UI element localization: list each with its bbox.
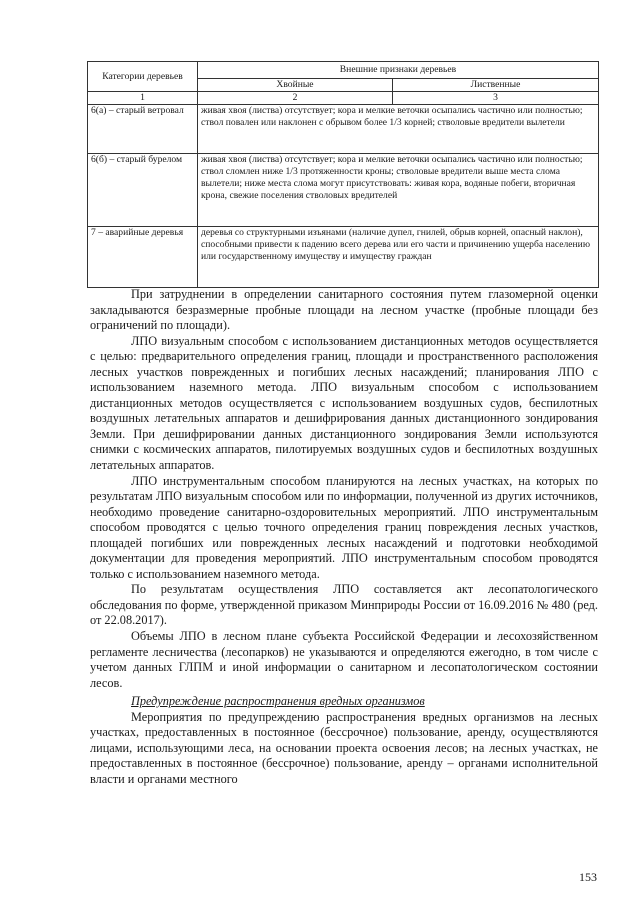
column-number: 1: [88, 92, 198, 105]
table-row: [88, 105, 599, 154]
table-row: [88, 154, 599, 227]
header-category: Категории деревьев: [88, 62, 198, 92]
section-heading: Предупреждение распространения вредных организмов: [131, 694, 425, 709]
paragraph: По результатам осуществления ЛПО составляется акт лесопатологического обследования по форме, утвержденной приказом Минприроды России от 16.09.2016 № 480 (ред. от 22.08.2017).: [90, 582, 598, 628]
row-category: 6(а) – старый ветровал: [88, 105, 198, 154]
paragraph: При затруднении в определении санитарного состояния путем глазомерной оценки закладываются безразмерные пробные площади на лесном участке (пробные площади без ограничений по площади).: [90, 287, 598, 333]
row-signs: живая хвоя (листва) отсутствует; кора и мелкие веточки осыпались частично или полностью; ствол сломлен ниже 1/3 протяженности кроны; стволовые вредители выше места слома вылетели; ниже места слома могут присутствовать: живая кора, водяные побеги, вторичная крона, свежие поселения стволовых вредителей: [198, 154, 599, 227]
paragraph: Объемы ЛПО в лесном плане субъекта Российской Федерации и лесохозяйственном регламенте лесничества (лесопарков) не указываются и определяются ежегодно, в том числе с учетом данных ГЛПМ и иной информации о санитарном и лесопатологическом состоянии лесов.: [90, 629, 598, 690]
row-signs: живая хвоя (листва) отсутствует; кора и мелкие веточки осыпались частично или полностью; ствол повален или наклонен с обрывом более 1/3 корней; стволовые вредители вылетели: [198, 105, 599, 154]
row-category: 6(б) – старый бурелом: [88, 154, 198, 227]
body-text: [90, 287, 598, 788]
tree-categories-table: [87, 61, 599, 288]
paragraph: Мероприятия по предупреждению распространения вредных организмов на лесных участках, предоставленных в постоянное (бессрочное) пользование, аренду, осуществляются лицами, использующими леса, на основании проекта освоения лесов; на лесных участках, не предоставленных в постоянное (бессрочное) пользование, аренду – органами исполнительной власти и органами местного: [90, 709, 598, 786]
header-signs: Внешние признаки деревьев: [198, 62, 599, 79]
table-column-numbers-row: [88, 92, 599, 105]
paragraph: ЛПО визуальным способом с использованием дистанционных методов осуществляется с целью: предварительного определения границ, площади и пространственного расположения лесных участков поврежденных и погибших лесных насаждений; планирования ЛПО с использованием наземного метода. ЛПО визуальным способом с использованием дистанционных методов осуществляется с использованием воздушных судов, беспилотных воздушных летательных аппаратов и дешифрирования данных дистанционного зондирования Земли. При дешифрировании данных дистанционного зондирования Земли используются снимки с космических аппаратов, пилотируемых воздушных судов и беспилотных воздушных летательных аппаратов.: [90, 333, 598, 473]
page-number: 153: [579, 870, 597, 884]
row-category: 7 – аварийные деревья: [88, 227, 198, 288]
paragraph: ЛПО инструментальным способом планируются на лесных участках, на которых по результатам ЛПО визуальным способом или по информации, полученной из других источников, необходимо проведение санитарно-оздоровительных мероприятий. ЛПО инструментальным способом проводятся с целью точного определения границ повреждения лесных участков, площадей погибших или поврежденных лесных насаждений и подготовки необходимой документации для проведения мероприятий. ЛПО инструментальным способом проводятся только с использованием наземного метода.: [90, 473, 598, 581]
header-conifers: Хвойные: [198, 79, 393, 92]
header-deciduous: Лиственные: [393, 79, 599, 92]
row-signs: деревья со структурными изъянами (наличие дупел, гнилей, обрыв корней, опасный наклон), способными привести к падению всего дерева или его части и причинению ущерба населению или государственному имуществу и имуществу граждан: [198, 227, 599, 288]
column-number: 3: [393, 92, 599, 105]
table-row: [88, 227, 599, 288]
table-header-row: [88, 62, 599, 79]
column-number: 2: [198, 92, 393, 105]
